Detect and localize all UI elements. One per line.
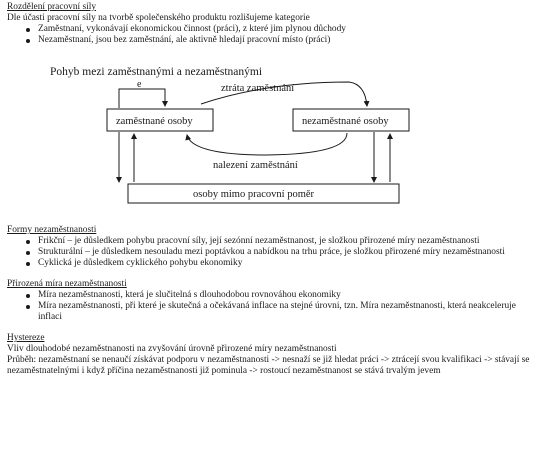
labor-flow-diagram-svg — [7, 62, 537, 204]
hysteresis-line-2: Průběh: nezaměstnaní se nenaučí získávat podporu v nezaměstnanosti -> nesnaží se již hledat práci -> ztrácejí svou kvalifikaci -> stávají se nezaměstnatelnými i když příčina nezaměstnanosti již pominula -> rostoucí nezaměstnanost se stává trvalým jevem — [7, 355, 530, 376]
label-job-found: nalezení zaměstnání — [213, 160, 298, 171]
document-page — [7, 2, 537, 377]
diagram-title: Pohyb mezi zaměstnanými a nezaměstnanými — [50, 66, 263, 78]
box-unemployed-label: nezaměstnané osoby — [302, 116, 389, 127]
section-intro: Dle účasti pracovní síly na tvorbě společenského produktu rozlišujeme kategorie — [7, 13, 310, 23]
list-item: Cyklická je důsledkem cyklického pohybu ekonomiky — [7, 258, 537, 269]
labor-flow-diagram — [7, 62, 537, 204]
label-e: e — [137, 79, 142, 90]
hysteresis-line-1: Vliv dlouhodobé nezaměstnanosti na zvyšování úrovně přirozené míry nezaměstnanosti — [7, 344, 337, 354]
arrow-job-found — [187, 133, 347, 155]
list-item: Strukturální – je důsledkem nesouladu mezi poptávkou a nabídkou na trhu práce, je složkou přirozené míry nezaměstnanosti — [7, 247, 537, 258]
list-item: Frikční – je důsledkem pohybu pracovní síly, její sezónní nezaměstnanost, je složkou přirozené míry nezaměstnanosti — [7, 236, 537, 247]
list-item: Míra nezaměstnanosti, při které je skutečná a očekávaná inflace na stejné úrovni, tzn. Míra nezaměstnanosti, která neakceleruje inflaci — [7, 301, 537, 323]
list-item: Nezaměstnaní, jsou bez zaměstnání, ale aktivně hledají pracovní místo (práci) — [7, 35, 537, 46]
box-outside-label: osoby mimo pracovní poměr — [193, 189, 315, 200]
list-item: Zaměstnaní, vykonávají ekonomickou činnost (práci), z které jim plynou důchody — [7, 24, 537, 35]
section-heading-natural-rate: Přirozená míra nezaměstnanosti — [7, 279, 127, 289]
section-heading-labor-force: Rozdělení pracovní síly — [7, 2, 97, 12]
labor-force-list — [7, 24, 537, 46]
natural-rate-list — [7, 290, 537, 323]
box-employed-label: zaměstnané osoby — [116, 116, 193, 127]
section-heading-hysteresis: Hystereze — [7, 333, 45, 343]
arrow-e-loop — [119, 89, 165, 108]
section-heading-unemployment-forms: Formy nezaměstnanosti — [7, 225, 97, 235]
label-job-loss: ztráta zaměstnání — [221, 83, 295, 94]
list-item: Míra nezaměstnanosti, která je slučitelná s dlouhodobou rovnováhou ekonomiky — [7, 290, 537, 301]
unemployment-forms-list — [7, 236, 537, 269]
